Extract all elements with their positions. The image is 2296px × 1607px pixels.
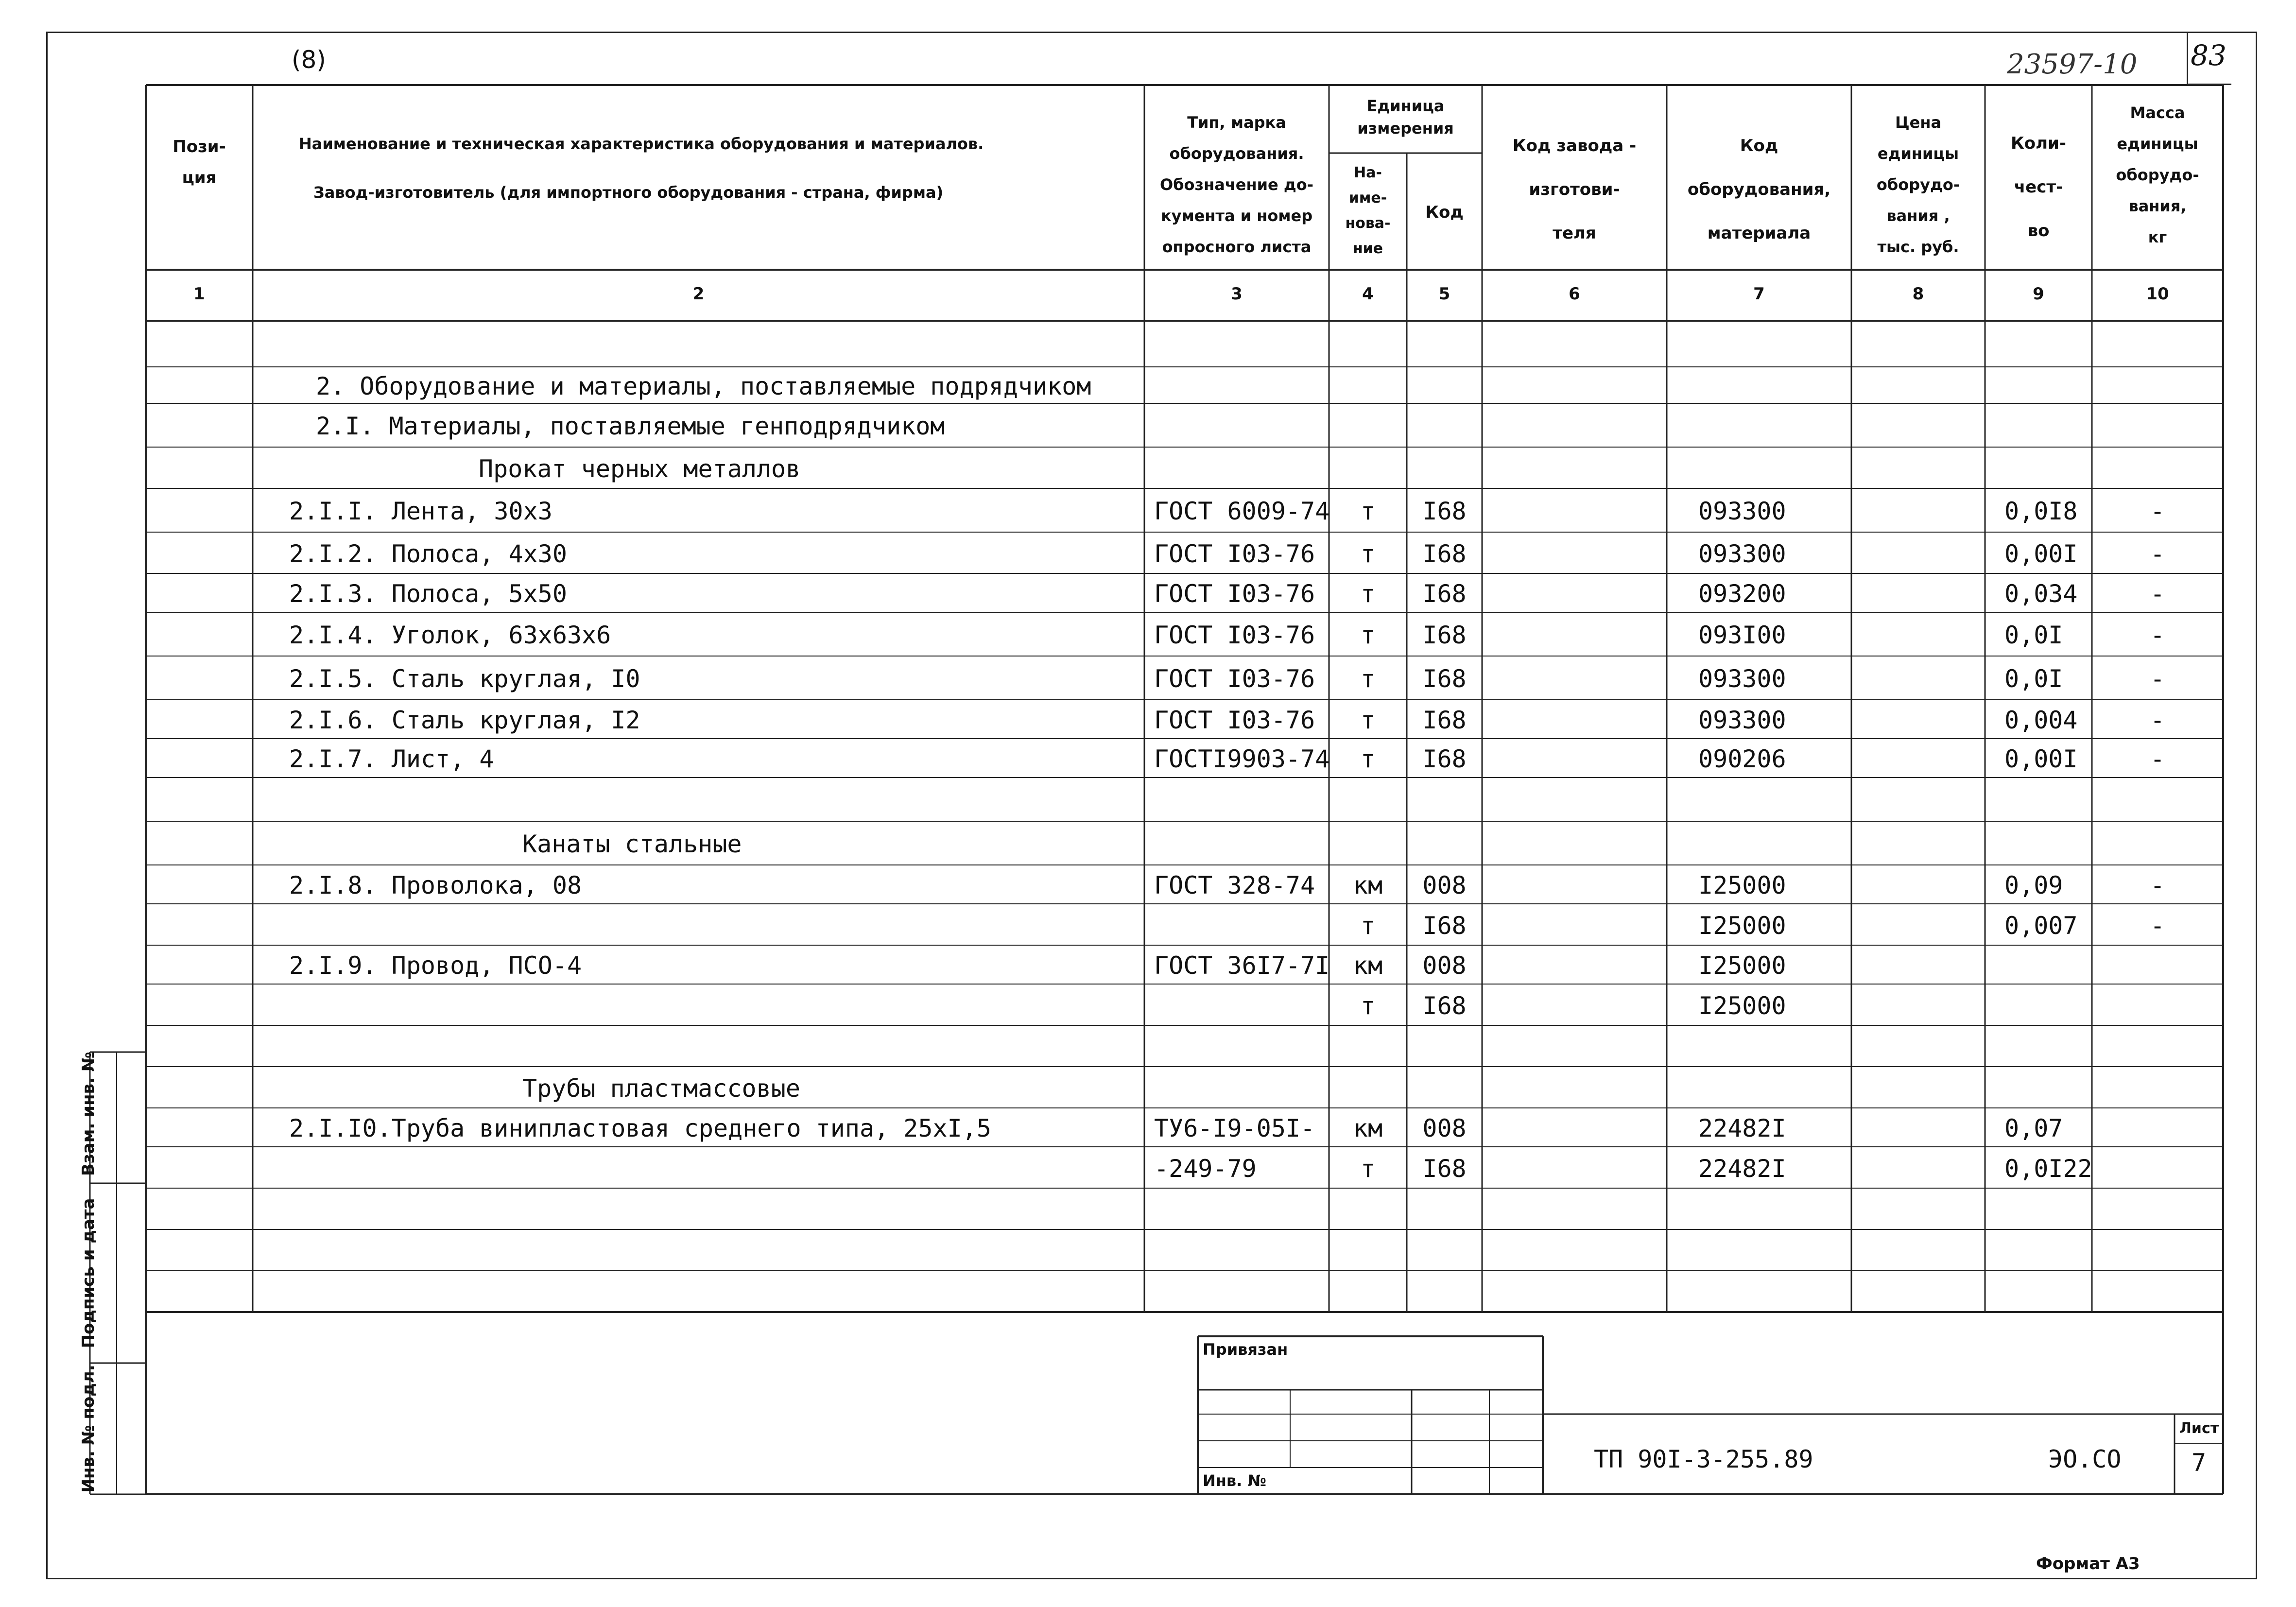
side-stamp-vzam: Взам. инв. № xyxy=(79,1052,98,1176)
header-col9: Коли- чест- во xyxy=(2011,134,2066,241)
row-quantity: 0,09 xyxy=(2004,871,2063,899)
row-material-code: 093300 xyxy=(1698,665,1786,693)
header-col3: Тип, марка оборудования. Обозначение до- кумента и номер опросного листа xyxy=(1160,113,1313,256)
row-document: ГОСТI9903-74 xyxy=(1154,745,1330,773)
row-name: 2.I.9. Провод, ПСО-4 xyxy=(289,951,582,980)
header-col7: Код оборудования, материала xyxy=(1687,136,1831,243)
header-unit-group: Единица измерения xyxy=(1357,97,1454,138)
header-col4: На- име- нова- ние xyxy=(1345,164,1391,257)
header-col1: Пози- ция xyxy=(173,137,226,188)
row-mass: - xyxy=(2150,665,2165,693)
row-material-code: 22482I xyxy=(1698,1114,1786,1142)
row-unit-code: 008 xyxy=(1422,1114,1467,1142)
row-name: 2.I.6. Сталь круглая, I2 xyxy=(289,706,640,734)
row-name: 2.I.8. Проволока, 08 xyxy=(289,871,582,899)
row-name: 2.I.5. Сталь круглая, I0 xyxy=(289,665,640,693)
row-mass: - xyxy=(2150,539,2165,568)
side-stamp-inv: Инв. № подл. xyxy=(79,1365,98,1493)
row-material-code: 22482I xyxy=(1698,1154,1786,1183)
stamp-sheet-number: 7 xyxy=(2192,1449,2207,1477)
row-material-code: 090206 xyxy=(1698,745,1786,773)
row-unit-code: I68 xyxy=(1422,621,1467,649)
row-document: ГОСТ I03-76 xyxy=(1154,621,1315,649)
header-col10: Масса единицы оборудо- вания, кг xyxy=(2116,104,2199,246)
document-number: 23597-10 xyxy=(2007,49,2138,80)
page-number: 83 xyxy=(2191,39,2227,72)
row-unit: т xyxy=(1360,991,1376,1020)
row-unit: км xyxy=(1353,951,1383,980)
row-unit-code: I68 xyxy=(1422,911,1467,940)
stamp-section-code: ЭО.СО xyxy=(2048,1445,2122,1473)
row-material-code: I25000 xyxy=(1698,911,1786,940)
row-name: 2.I.3. Полоса, 5х50 xyxy=(289,580,567,608)
row-unit: т xyxy=(1360,580,1376,608)
row-name: 2.I.I0.Труба винипластовая среднего типа, 25хI,5 xyxy=(289,1114,991,1142)
stamp-privyazan: Привязан xyxy=(1203,1340,1288,1359)
row-material-code: I25000 xyxy=(1698,951,1786,980)
row-document: ГОСТ 6009-74 xyxy=(1154,497,1330,525)
row-mass: - xyxy=(2150,745,2165,773)
row-unit: т xyxy=(1360,1154,1376,1183)
row-unit: км xyxy=(1353,1114,1383,1142)
row-name: 2.I. Материалы, поставляемые генподрядчиком xyxy=(316,412,945,440)
column-number: 2 xyxy=(692,284,705,304)
row-unit-code: 008 xyxy=(1422,951,1467,980)
row-material-code: 093300 xyxy=(1698,539,1786,568)
row-unit: км xyxy=(1353,871,1383,899)
row-unit-code: I68 xyxy=(1422,665,1467,693)
row-mass: - xyxy=(2150,706,2165,734)
stamp-doc-code: ТП 90I-3-255.89 xyxy=(1594,1445,1813,1473)
row-quantity: 0,034 xyxy=(2004,580,2078,608)
row-document: ГОСТ 36I7-7I xyxy=(1154,951,1330,980)
row-material-code: 093300 xyxy=(1698,706,1786,734)
row-document: ГОСТ I03-76 xyxy=(1154,665,1315,693)
row-name: Канаты стальные xyxy=(522,830,742,858)
row-quantity: 0,0I8 xyxy=(2004,497,2078,525)
format-label: Формат А3 xyxy=(2036,1554,2140,1573)
stamp-sheet-label: Лист xyxy=(2179,1420,2219,1437)
row-document: ТУ6-I9-05I- xyxy=(1154,1114,1315,1142)
row-material-code: I25000 xyxy=(1698,991,1786,1020)
column-number: 1 xyxy=(193,284,205,304)
row-unit-code: I68 xyxy=(1422,745,1467,773)
row-mass: - xyxy=(2150,911,2165,940)
row-unit-code: I68 xyxy=(1422,1154,1467,1183)
row-mass: - xyxy=(2150,580,2165,608)
row-document: -249-79 xyxy=(1154,1154,1257,1183)
row-quantity: 0,00I xyxy=(2004,745,2078,773)
row-name: Трубы пластмассовые xyxy=(522,1074,800,1103)
row-quantity: 0,00I xyxy=(2004,539,2078,568)
row-unit-code: I68 xyxy=(1422,580,1467,608)
row-mass: - xyxy=(2150,621,2165,649)
row-unit: т xyxy=(1360,706,1376,734)
row-unit: т xyxy=(1360,911,1376,940)
column-number: 5 xyxy=(1438,284,1450,304)
row-document: ГОСТ I03-76 xyxy=(1154,706,1315,734)
row-name: 2.I.I. Лента, 30х3 xyxy=(289,497,552,525)
row-name: 2. Оборудование и материалы, поставляемые подрядчиком xyxy=(316,372,1091,400)
row-material-code: 093I00 xyxy=(1698,621,1786,649)
row-quantity: 0,0I xyxy=(2004,665,2063,693)
row-document: ГОСТ I03-76 xyxy=(1154,580,1315,608)
row-unit-code: I68 xyxy=(1422,706,1467,734)
row-name: 2.I.2. Полоса, 4х30 xyxy=(289,539,567,568)
row-document: ГОСТ I03-76 xyxy=(1154,539,1315,568)
header-col6: Код завода - изготови- теля xyxy=(1512,136,1637,243)
side-stamp-podpis: Подпись и дата xyxy=(79,1198,98,1348)
column-number: 4 xyxy=(1362,284,1374,304)
row-unit: т xyxy=(1360,621,1376,649)
column-number: 7 xyxy=(1753,284,1765,304)
row-mass: - xyxy=(2150,497,2165,525)
column-number: 10 xyxy=(2146,284,2169,304)
column-number: 9 xyxy=(2033,284,2044,304)
row-unit: т xyxy=(1360,745,1376,773)
row-unit: т xyxy=(1360,497,1376,525)
row-quantity: 0,0I22 xyxy=(2004,1154,2092,1183)
row-unit-code: I68 xyxy=(1422,497,1467,525)
row-material-code: 093200 xyxy=(1698,580,1786,608)
header-col2-line1: Наименование и техническая характеристика оборудования и материалов. xyxy=(299,135,984,153)
row-unit-code: I68 xyxy=(1422,539,1467,568)
row-name: Прокат черных металлов xyxy=(479,454,801,483)
column-number: 3 xyxy=(1231,284,1243,304)
stamp-inv-no: Инв. № xyxy=(1203,1471,1266,1490)
row-quantity: 0,07 xyxy=(2004,1114,2063,1142)
row-quantity: 0,007 xyxy=(2004,911,2078,940)
column-number: 8 xyxy=(1912,284,1924,304)
header-col2-line2: Завод-изготовитель (для импортного оборудования - страна, фирма) xyxy=(313,183,944,202)
row-material-code: I25000 xyxy=(1698,871,1786,899)
row-unit-code: 008 xyxy=(1422,871,1467,899)
row-material-code: 093300 xyxy=(1698,497,1786,525)
sheet-marker: (8) xyxy=(292,46,326,74)
row-name: 2.I.4. Уголок, 63х63х6 xyxy=(289,621,611,649)
column-number: 6 xyxy=(1569,284,1580,304)
row-name: 2.I.7. Лист, 4 xyxy=(289,745,494,773)
row-quantity: 0,0I xyxy=(2004,621,2063,649)
row-quantity: 0,004 xyxy=(2004,706,2078,734)
row-unit: т xyxy=(1360,665,1376,693)
header-col8: Цена единицы оборудо- вания , тыс. руб. xyxy=(1876,113,1960,256)
row-document: ГОСТ 328-74 xyxy=(1154,871,1315,899)
row-mass: - xyxy=(2150,871,2165,899)
header-col5: Код xyxy=(1425,203,1464,222)
row-unit: т xyxy=(1360,539,1376,568)
row-unit-code: I68 xyxy=(1422,991,1467,1020)
